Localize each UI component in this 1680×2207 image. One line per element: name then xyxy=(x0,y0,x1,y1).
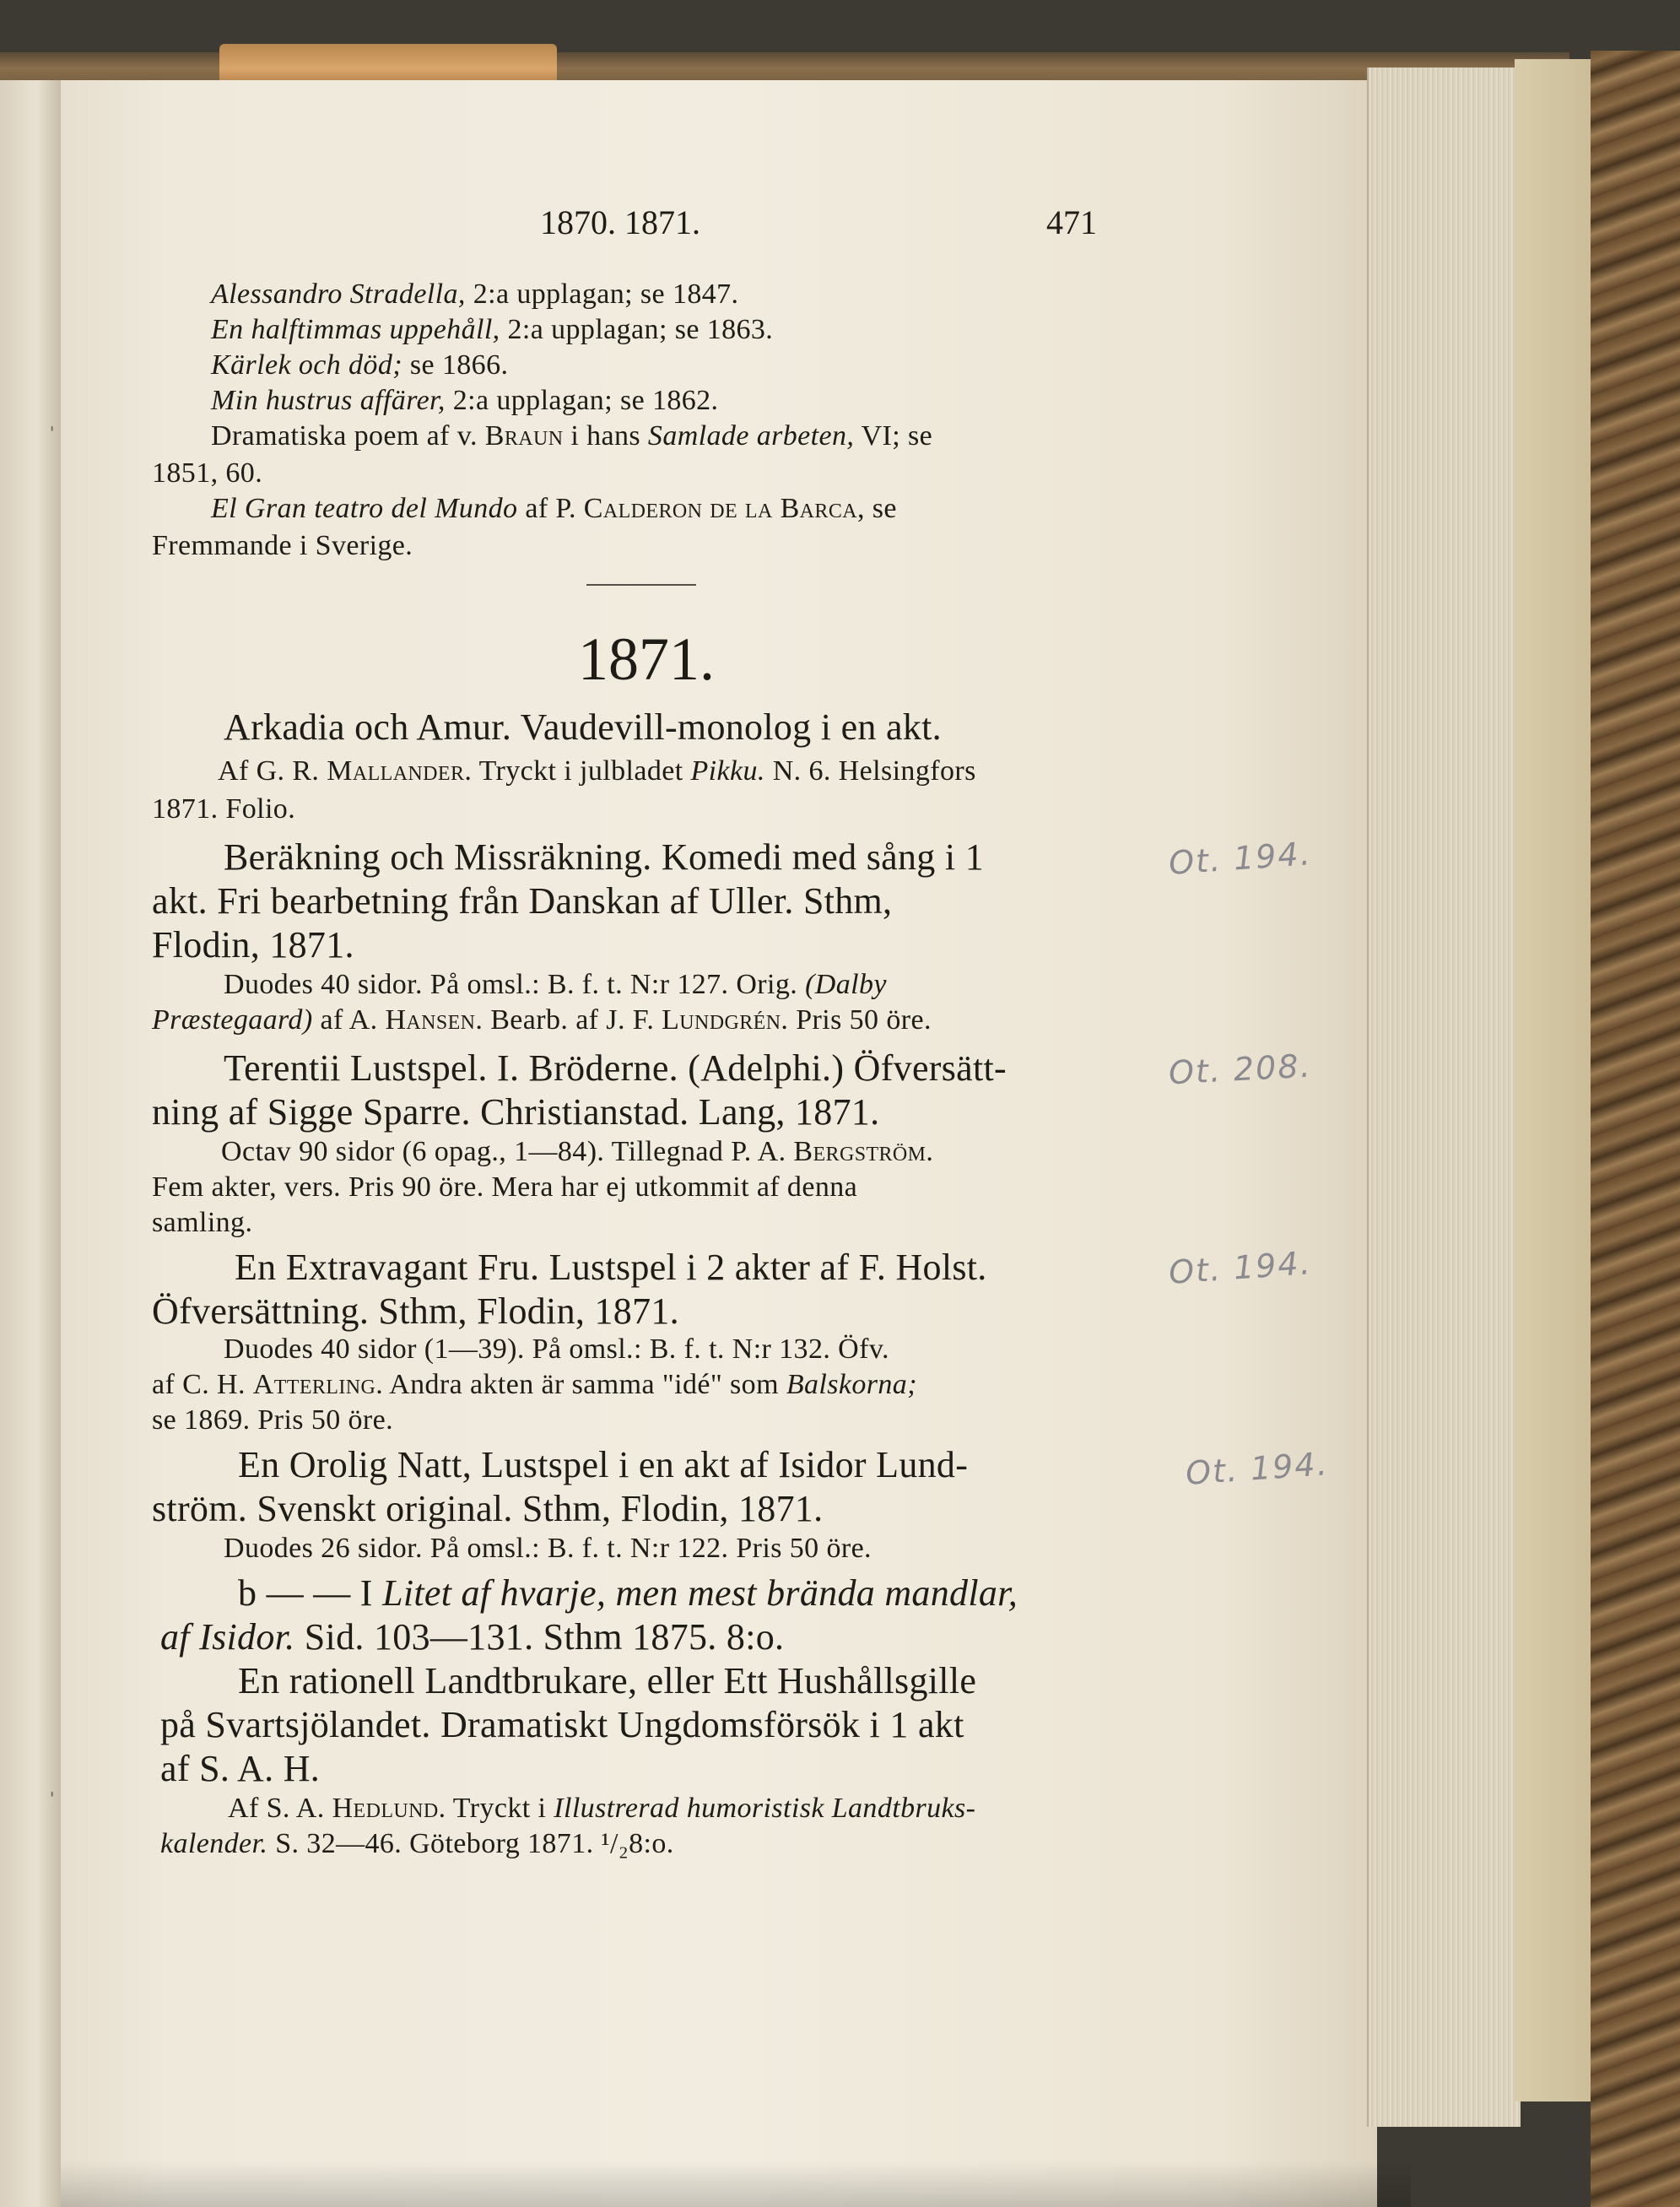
margin-mark: ˈ xyxy=(47,422,57,453)
entry-note: Duodes 40 sidor. På omsl.: B. f. t. N:r 127. Orig. (Dalby xyxy=(224,969,887,1000)
entry-title: En Orolig Natt, Lustspel i en akt af Isidor Lund- xyxy=(238,1444,969,1485)
entry-title: ning af Sigge Sparre. Christianstad. Lang, 1871. xyxy=(152,1091,880,1133)
running-header: 1870. 1871. xyxy=(540,203,700,241)
pencil-note: Ot. 194. xyxy=(1167,1244,1313,1291)
entry-note: Duodes 40 sidor (1—39). På omsl.: B. f. t. N:r 132. Öfv. xyxy=(224,1333,889,1365)
entry-line: b — — I Litet af hvarje, men mest brända mandlar, xyxy=(238,1572,1018,1614)
entry-title: Flodin, 1871. xyxy=(152,924,354,966)
section-year: 1871. xyxy=(578,625,715,693)
left-page-edge xyxy=(0,80,61,2207)
entry-note: se 1869. Pris 50 öre. xyxy=(152,1404,394,1436)
marbled-cover xyxy=(1591,51,1680,2207)
entry-line: El Gran teatro del Mundo af P. Calderon de la Barca, se xyxy=(211,493,897,524)
entry-line: af Isidor. Sid. 103—131. Sthm 1875. 8:o. xyxy=(160,1616,785,1658)
entry-note: samling. xyxy=(152,1207,253,1238)
margin-mark: ˈ xyxy=(47,1788,57,1819)
entry-title: Arkadia och Amur. Vaudevill-monolog i en akt. xyxy=(224,706,942,748)
pencil-note: Ot. 194. xyxy=(1184,1445,1330,1492)
entry-line: Min hustrus affärer, 2:a upplagan; se 1862. xyxy=(211,385,719,416)
page-number: 471 xyxy=(1046,203,1097,241)
entry-note: Octav 90 sidor (6 opag., 1—84). Tillegnad P. A. Bergström. xyxy=(221,1136,934,1167)
back-board xyxy=(1515,59,1595,2102)
entry-title: på Svartsjölandet. Dramatiskt Ungdomsförsök i 1 akt xyxy=(160,1704,964,1745)
entry-title: Terentii Lustspel. I. Bröderne. (Adelphi.) Öfversätt- xyxy=(224,1047,1007,1089)
entry-title: af S. A. H. xyxy=(160,1748,321,1789)
entry-title: akt. Fri bearbetning från Danskan af Uller. Sthm, xyxy=(152,880,893,922)
entry-note: af C. H. Atterling. Andra akten är samma "idé" som Balskorna; xyxy=(152,1369,917,1400)
entry-line: 1851, 60. xyxy=(152,457,263,489)
entry-note: 1871. Folio. xyxy=(152,793,296,825)
page-stack-edges xyxy=(1367,68,1521,2127)
entry-note: Af G. R. Mallander. Tryckt i julbladet Pikku. N. 6. Helsingfors xyxy=(218,755,976,787)
entry-line: Kärlek och död; se 1866. xyxy=(211,349,509,381)
bottom-shadow xyxy=(61,2161,1411,2207)
entry-title: En Extravagant Fru. Lustspel i 2 akter af F. Holst. xyxy=(235,1247,987,1288)
entry-title: Öfversättning. Sthm, Flodin, 1871. xyxy=(152,1290,679,1332)
entry-title: Beräkning och Missräkning. Komedi med sång i 1 xyxy=(224,836,984,878)
section-divider xyxy=(586,584,696,586)
pencil-note: Ot. 194. xyxy=(1167,835,1313,882)
pencil-note: Ot. 208. xyxy=(1167,1047,1313,1092)
entry-title: ström. Svenskt original. Sthm, Flodin, 1871. xyxy=(152,1488,824,1529)
entry-note: Præstegaard) af A. Hansen. Bearb. af J. F. Lundgrén. Pris 50 öre. xyxy=(152,1004,932,1036)
entry-title: En rationell Landtbrukare, eller Ett Hushållsgille xyxy=(238,1660,977,1701)
entry-note: Fem akter, vers. Pris 90 öre. Mera har ej utkommit af denna xyxy=(152,1171,858,1203)
entry-note: Af S. A. Hedlund. Tryckt i Illustrerad humoristisk Landtbruks- xyxy=(228,1793,976,1824)
entry-note: kalender. S. 32—46. Göteborg 1871. ¹/₂8:o. xyxy=(160,1828,674,1859)
entry-note: Duodes 26 sidor. På omsl.: B. f. t. N:r 122. Pris 50 öre. xyxy=(224,1533,872,1564)
entry-line: Alessandro Stradella, 2:a upplagan; se 1847. xyxy=(211,279,739,310)
entry-line: Dramatiska poem af v. Braun i hans Samlade arbeten, VI; se xyxy=(211,420,933,452)
entry-line: En halftimmas uppehåll, 2:a upplagan; se 1863. xyxy=(211,314,774,345)
entry-line: Fremmande i Sverige. xyxy=(152,530,413,561)
